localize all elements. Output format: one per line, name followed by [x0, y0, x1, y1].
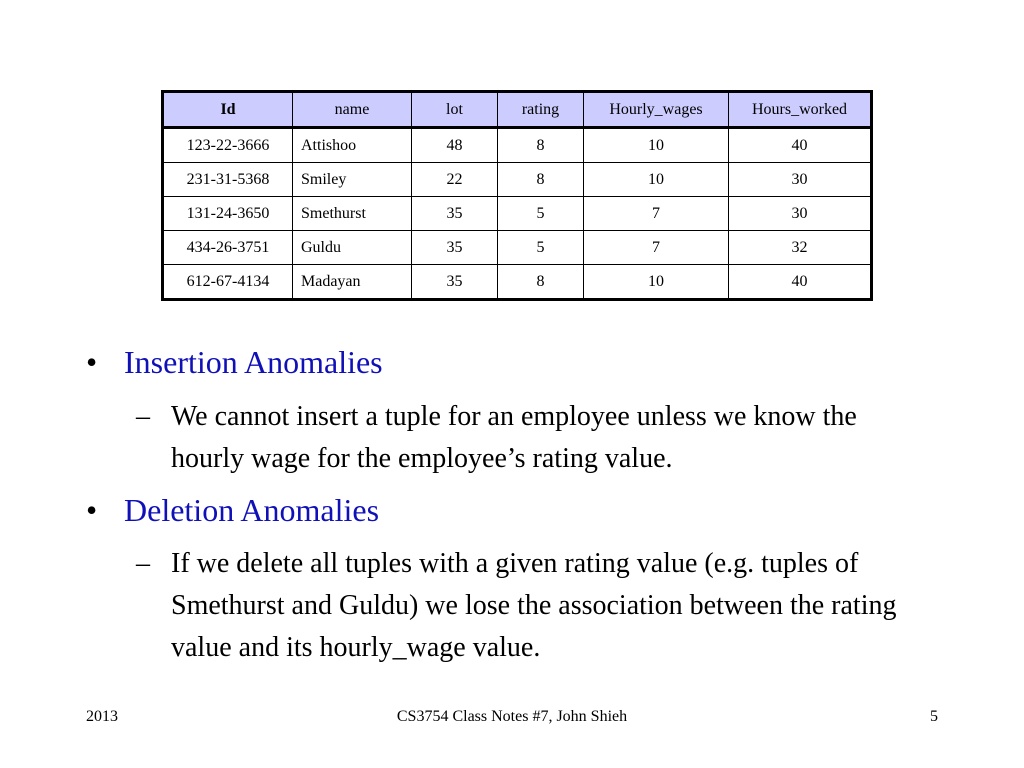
cell-lot: 35: [412, 197, 498, 231]
header-name: name: [293, 92, 412, 128]
table-row: [163, 197, 872, 231]
cell-id: 123-22-3666: [163, 128, 293, 163]
cell-hours-worked: 30: [729, 163, 872, 197]
cell-name: Madayan: [293, 265, 412, 300]
cell-rating: 8: [498, 265, 584, 300]
cell-hourly-wages: 7: [584, 197, 729, 231]
cell-hours-worked: 30: [729, 197, 872, 231]
cell-rating: 5: [498, 231, 584, 265]
cell-hourly-wages: 7: [584, 231, 729, 265]
table-row: [163, 128, 872, 163]
table-row: [163, 231, 872, 265]
cell-name: Guldu: [293, 231, 412, 265]
cell-hours-worked: 40: [729, 128, 872, 163]
cell-lot: 48: [412, 128, 498, 163]
header-hourly-wages: Hourly_wages: [584, 92, 729, 128]
cell-hourly-wages: 10: [584, 163, 729, 197]
bullet-insertion-anomalies: [86, 344, 383, 381]
table-row: [163, 163, 872, 197]
header-id: Id: [163, 92, 293, 128]
sub-bullet-text: If we delete all tuples with a given rating value (e.g. tuples of Smethurst and Guldu) we lose the association between the rating value and its hourly_wage value.: [171, 548, 897, 663]
cell-hourly-wages: 10: [584, 128, 729, 163]
dash-marker: –: [136, 401, 150, 432]
bullet-marker: •: [86, 344, 98, 380]
cell-name: Attishoo: [293, 128, 412, 163]
cell-name: Smiley: [293, 163, 412, 197]
cell-hours-worked: 32: [729, 231, 872, 265]
cell-lot: 22: [412, 163, 498, 197]
dash-marker: –: [136, 548, 150, 579]
header-rating: rating: [498, 92, 584, 128]
cell-id: 131-24-3650: [163, 197, 293, 231]
header-hours-worked: Hours_worked: [729, 92, 872, 128]
sub-bullet-deletion: [136, 543, 936, 669]
footer-title: CS3754 Class Notes #7, John Shieh: [396, 708, 628, 725]
table-header-row: [163, 92, 872, 128]
cell-hours-worked: 40: [729, 265, 872, 300]
header-lot: lot: [412, 92, 498, 128]
bullet-marker: •: [86, 492, 98, 528]
footer-year: 2013: [86, 708, 118, 725]
footer-page-number: 5: [930, 708, 938, 725]
bullet-deletion-anomalies: [86, 492, 379, 529]
bullet-heading: Insertion Anomalies: [124, 344, 383, 380]
cell-rating: 8: [498, 163, 584, 197]
cell-rating: 8: [498, 128, 584, 163]
cell-hourly-wages: 10: [584, 265, 729, 300]
cell-id: 231-31-5368: [163, 163, 293, 197]
sub-bullet-text: We cannot insert a tuple for an employee unless we know the hourly wage for the employee’s rating value.: [171, 401, 857, 474]
cell-id: 612-67-4134: [163, 265, 293, 300]
cell-name: Smethurst: [293, 197, 412, 231]
bullet-heading: Deletion Anomalies: [124, 492, 380, 528]
sub-bullet-insertion: [136, 396, 936, 480]
cell-rating: 5: [498, 197, 584, 231]
table-row: [163, 265, 872, 300]
cell-id: 434-26-3751: [163, 231, 293, 265]
cell-lot: 35: [412, 231, 498, 265]
cell-lot: 35: [412, 265, 498, 300]
employee-table: [161, 90, 873, 301]
